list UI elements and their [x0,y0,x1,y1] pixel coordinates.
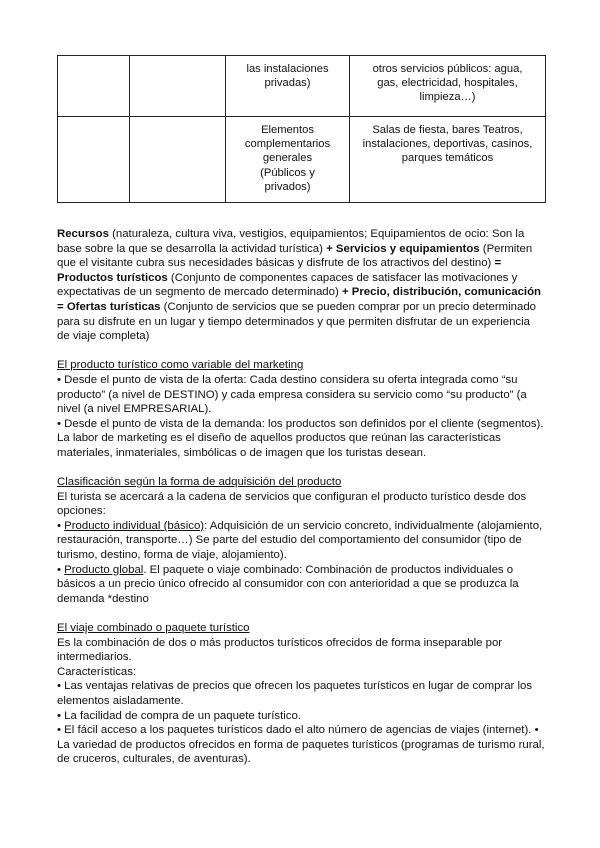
productos-term: = Productos turísticos [57,257,502,284]
table-row [58,56,546,117]
servicios-term: + Servicios y equipamientos [326,242,480,255]
producto-individual-label: Producto individual (básico) [64,519,205,532]
intro-text-1: (naturaleza, cultura viva, vestigios, equipamientos; Equipamientos de ocio: Son la base sobre la que se desarrolla la actividad turística) [57,228,525,255]
bullet: • [57,563,65,576]
table-cell [58,117,130,203]
section-paragraph: Características: [57,665,137,678]
list-item: • El fácil acceso a los paquetes turísticos dado el alto número de agencias de viajes (internet). • La variedad de productos ofrecidos en forma de paquetes turísticos (programas de turismo rural, de cruceros, culturales, de aventuras). [57,724,545,766]
table-cell [130,56,226,117]
section-heading-clasificacion: Clasificación según la forma de adquisición del producto [57,476,342,489]
intro-text-3: (Conjunto de componentes capaces de satisfacer las motivaciones y expectativas de un segmento de mercado determinado) [57,271,518,299]
table-cell: otros servicios públicos: agua, gas, electricidad, hospitales, limpieza…) [350,56,546,117]
section-paragraph: El turista se acercará a la cadena de servicios que configuran el producto turístico desde dos opciones: [57,490,527,518]
producto-global-label: Producto global [64,563,144,576]
producto-global-text: . El paquete o viaje combinado: Combinación de productos individuales o básicos a un precio único ofrecido al consumidor con con anterioridad a que se produzca la demanda *destino [57,563,519,605]
table-cell: Elementos complementarios generales (Públicos y privados) [226,117,350,203]
table-cell [58,56,130,117]
intro-text-2: (Permiten que el visitante cubra sus necesidades básicas y disfrute de los atractivos del destino) [57,242,533,270]
list-item: • Las ventajas relativas de precios que ofrecen los paquetes turísticos en lugar de comprar los elementos aisladamente. [57,680,533,707]
precio-term: + Precio, distribución, comunicación = Ofertas turísticas [57,286,542,313]
table-cell: las instalaciones privadas) [226,56,350,117]
producto-individual-text: : Adquisición de un servicio concreto, individualmente (alojamiento, restauración, transporte…) Se parte del estudio del comportamiento del consumidor (tipo de turismo, destino, forma de viaje, alojamiento). [57,519,543,562]
table-cell: Salas de fiesta, bares Teatros, instalaciones, deportivas, casinos, parques temáticos [350,117,546,203]
bullet: • [57,519,65,532]
services-table [57,55,546,203]
section-heading-viaje-combinado: El viaje combinado o paquete turístico [57,622,250,635]
section-paragraph: Es la combinación de dos o más productos turísticos ofrecidos de forma inseparable por intermediarios. [57,636,503,664]
list-item: • La facilidad de compra de un paquete turístico. [57,709,301,722]
table-row [58,117,546,203]
document-body [57,227,545,767]
table-cell [130,117,226,203]
intro-paragraph [57,227,545,344]
section-heading-marketing: El producto turístico como variable del marketing [57,359,304,372]
list-item [57,563,545,607]
list-item: • Desde el punto de vista de la demanda: los productos son definidos por el cliente (segmentos). La labor de marketing es el diseño de aquellos productos que reúnan las características materiales, inmateriales, simbólicas o de imagen que los turistas desean. [57,417,544,459]
list-item: • Desde el punto de vista de la oferta: Cada destino considera su oferta integrada como “su producto” (a nivel de DESTINO) y cada empresa considera su servicio como “su producto” (a nivel (a nivel EMPRESARIAL). [57,373,527,416]
list-item [57,519,545,563]
intro-text-4: (Conjunto de servicios que se pueden comprar por un precio determinado para su disfrute en un lugar y tiempo determinados y que permiten disfrutar de un experiencia de viaje completa) [57,300,536,343]
recursos-term: Recursos [57,228,109,240]
